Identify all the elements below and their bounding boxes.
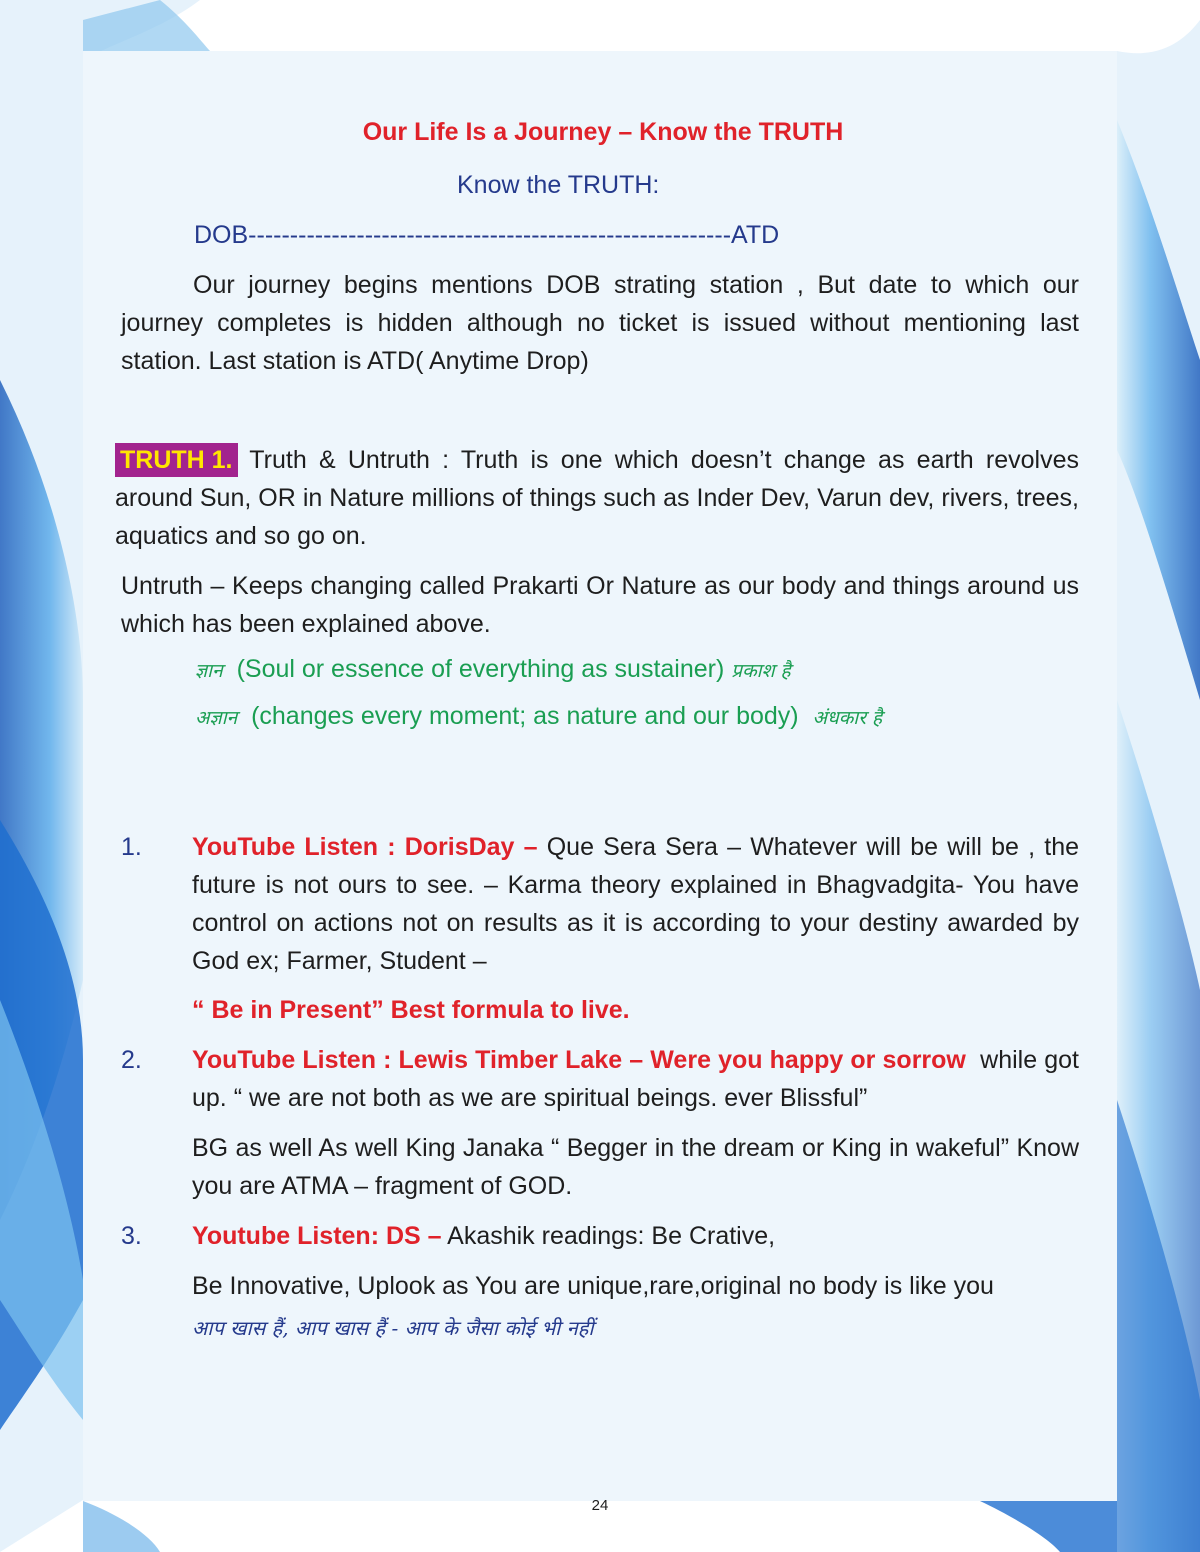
gyan-english: (Soul or essence of everything as sustainer)	[236, 655, 725, 683]
agyan-hindi-start: अज्ञान	[195, 707, 238, 729]
page-number: 24	[591, 1497, 609, 1514]
list-item-3-highlight: Youtube Listen: DS –	[192, 1222, 442, 1250]
subtitle: Know the TRUTH:	[457, 171, 660, 199]
list-item-2-body: while got up. “ we are not both as we are spiritual beings. ever Blissful”	[192, 1046, 1079, 1112]
list-item-2-number: 2.	[121, 1046, 142, 1074]
list-item-3-hindi: आप खास हैं, आप खास हैं - आप के जैसा कोई भी नहीं	[192, 1316, 594, 1340]
truth-1-text: Truth & Untruth : Truth is one which doesn’t change as earth revolves around Sun, OR in Nature millions of things such as Inder Dev, Varun dev, rivers, trees, aquatics and so go on.	[115, 446, 1079, 550]
list-item-3-text	[192, 1217, 775, 1255]
truth-1-badge: TRUTH 1.	[115, 443, 238, 477]
truth-1-paragraph	[115, 441, 1079, 555]
dob-atd-timeline: DOB----------------------------------------------------------ATD	[194, 221, 780, 249]
list-item-3-number: 3.	[121, 1222, 142, 1250]
gyan-line	[195, 652, 791, 688]
gyan-hindi-start: ज्ञान	[195, 660, 223, 682]
list-item-2-highlight: YouTube Listen : Lewis Timber Lake – Were you happy or sorrow	[192, 1046, 966, 1074]
gyan-hindi-end: प्रकाश है	[731, 660, 791, 682]
list-item-1-number: 1.	[121, 833, 142, 861]
agyan-english: (changes every moment; as nature and our body)	[251, 702, 799, 730]
list-item-1-highlight: YouTube Listen : DorisDay –	[192, 833, 538, 861]
intro-paragraph: Our journey begins mentions DOB strating station , But date to which our journey completes is hidden although no ticket is issued without mentioning last station. Last station is ATD( Anytime Drop)	[121, 271, 1079, 375]
page-title: Our Life Is a Journey – Know the TRUTH	[362, 118, 844, 146]
list-item-1-followup: “ Be in Present” Best formula to live.	[192, 996, 630, 1024]
list-item-1-body: Que Sera Sera – Whatever will be will be , the future is not ours to see. – Karma theory explained in Bhagvadgita- You have control on actions not on results as it is according to your destiny awarded by God ex; Farmer, Student –	[192, 833, 1079, 975]
list-item-2-text	[192, 1041, 1079, 1117]
list-item-1-text	[192, 828, 1079, 980]
list-item-3-body: Akashik readings: Be Crative,	[447, 1222, 776, 1250]
list-item-3-followup: Be Innovative, Uplook as You are unique,rare,original no body is like you	[192, 1272, 994, 1300]
untruth-paragraph: Untruth – Keeps changing called Prakarti Or Nature as our body and things around us which has been explained above.	[121, 572, 1079, 638]
list-item-2-followup: BG as well As well King Janaka “ Begger in the dream or King in wakeful” Know you are ATMA – fragment of GOD.	[192, 1134, 1079, 1200]
agyan-hindi-end: अंधकार है	[812, 707, 883, 729]
agyan-line	[195, 699, 882, 735]
